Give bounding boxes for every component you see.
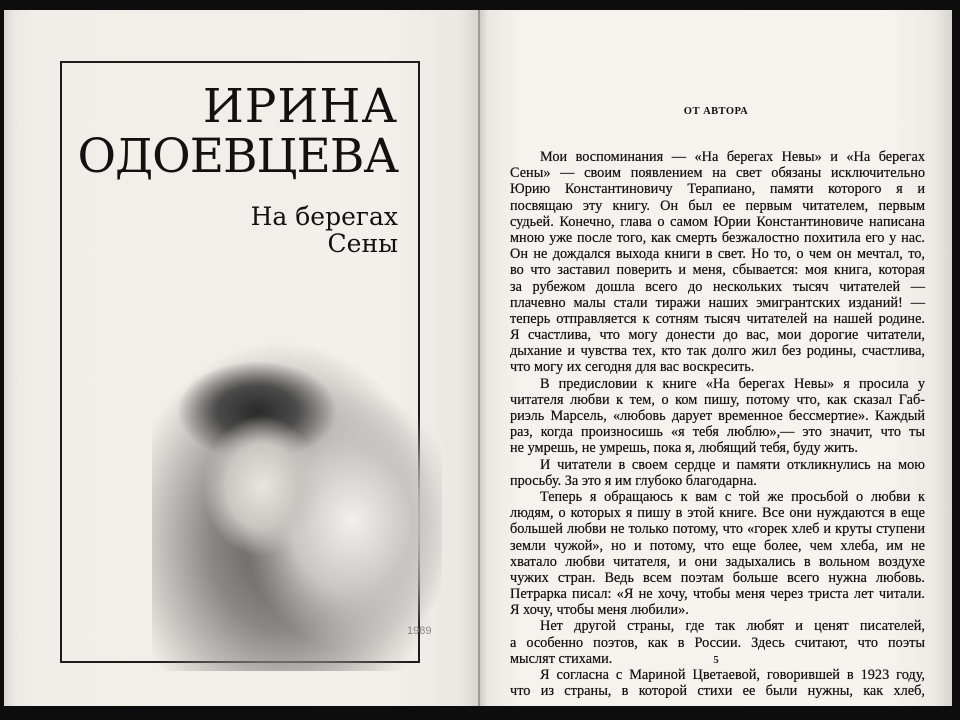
text-line: людям, о которых я пишу в этой книге. Все они нуждаются в еще [510,505,925,522]
text-line: мною уже после того, как смерть безжалостно похитила его у нас. [510,229,925,246]
book-title-line1: На берегах [250,202,398,231]
text-line: Юрию Константиновичу Терапиано, памяти которого я и [510,181,925,198]
book-title-line2: Сены [327,229,398,258]
text-line: Сены» — своим появлением на свет обязаны исключительно [510,165,925,182]
text-line: Я согласна с Мариной Цветаевой, говорившей в 1923 году, [540,667,925,683]
text-line: большей любви не только потому, что «горек хлеб и круты ступени [510,521,925,538]
paragraph [510,489,925,619]
text-line: просьбу. За это я им глубоко благодарна. [510,472,757,489]
text-line: Петрарка писал: «Я не хочу, чтобы меня через триста лет читали. [510,586,925,603]
page-number: 5 [713,654,719,666]
text-line: чужих стран. Ведь всем поэтам больше всего нужна любовь. [510,569,925,586]
text-line: за рубежом дошла всего до нескольких тысяч читателей — [510,278,925,295]
text-line: что могу их сегодня для вас воскресить. [510,359,755,376]
open-book [4,10,952,706]
text-line: дыхание и чувства тех, кто так долго жил без родины, счастлива, [510,343,925,360]
text-line: судьей. Конечно, глава о самом Юрии Константиновиче написана [510,213,925,230]
left-page-cover[interactable] [4,10,480,706]
text-line: земли чужой», но и потому, что еще более, чем хлеба, им не [510,537,925,554]
author-photo [152,291,442,671]
text-line: Нет другой страны, где так любят и ценят писателей, [540,618,925,635]
text-line: Он не дождался выхода книги в свет. Но то, о чем он мечтал, то, [510,246,925,263]
text-line: В предисловии к книге «На берегах Невы» я просила у [540,375,925,392]
text-line: не умрешь, не умрешь, пока я, любящий тебя, буду жить. [510,440,858,457]
text-line: теперь отправляется к сотням тысяч читателей на нашей родине. [510,310,925,327]
text-line: Я счастлива, что могу донести до вас, мои дорогие читатели, [510,327,925,344]
right-page[interactable] [480,10,952,706]
text-line: во что заставил поверить и меня, сбывается: моя книга, которая [510,262,925,279]
text-line: посвящаю эту книгу. Он был ее первым читателем, первым [510,197,925,214]
text-line: раз, когда произносишь «я тебя люблю»,— это значит, что ты [510,424,925,441]
text-line: Теперь я обращаюсь к вам с той же просьбой о любви к [540,488,925,505]
text-line: читателя любви к тем, о ком пишу, потому что, как сказал Габ- [510,391,925,408]
chapter-heading: ОТ АВТОРА [683,106,749,117]
text-line: мыслят стихами. [510,650,613,667]
paragraph [510,376,925,457]
text-line: а особенно поэтов, как в России. Здесь считают, что поэты [510,634,925,651]
paragraph [510,457,925,489]
author-last-name: ОДОЕВЦЕВА [77,129,398,184]
text-line: Мои воспоминания — «На берегах Невы» и «На берегах [540,149,925,165]
cover-frame [60,61,432,663]
author-first-name: ИРИНА [202,79,398,134]
paragraph [510,667,925,699]
book-title [251,203,398,257]
text-line: плачевно малы стали тиражи наших эмигрантских изданий! — [510,294,925,311]
text-line: риэль Марсель, «любовь дарует временное бессмертие». Каждый [510,408,925,424]
photo-caption: 1989 [407,625,432,637]
text-line: хватало любви читателя, и они задыхались в вольном воздухе [510,553,925,570]
text-line: что из страны, в которой стихи ее были нужны, как хлеб, [510,683,925,700]
paragraph [510,149,925,376]
body-text [510,149,925,699]
text-line: Я хочу, чтобы меня любили». [510,602,689,619]
text-line: И читатели в своем сердце и памяти откликнулись на мою [540,456,925,473]
